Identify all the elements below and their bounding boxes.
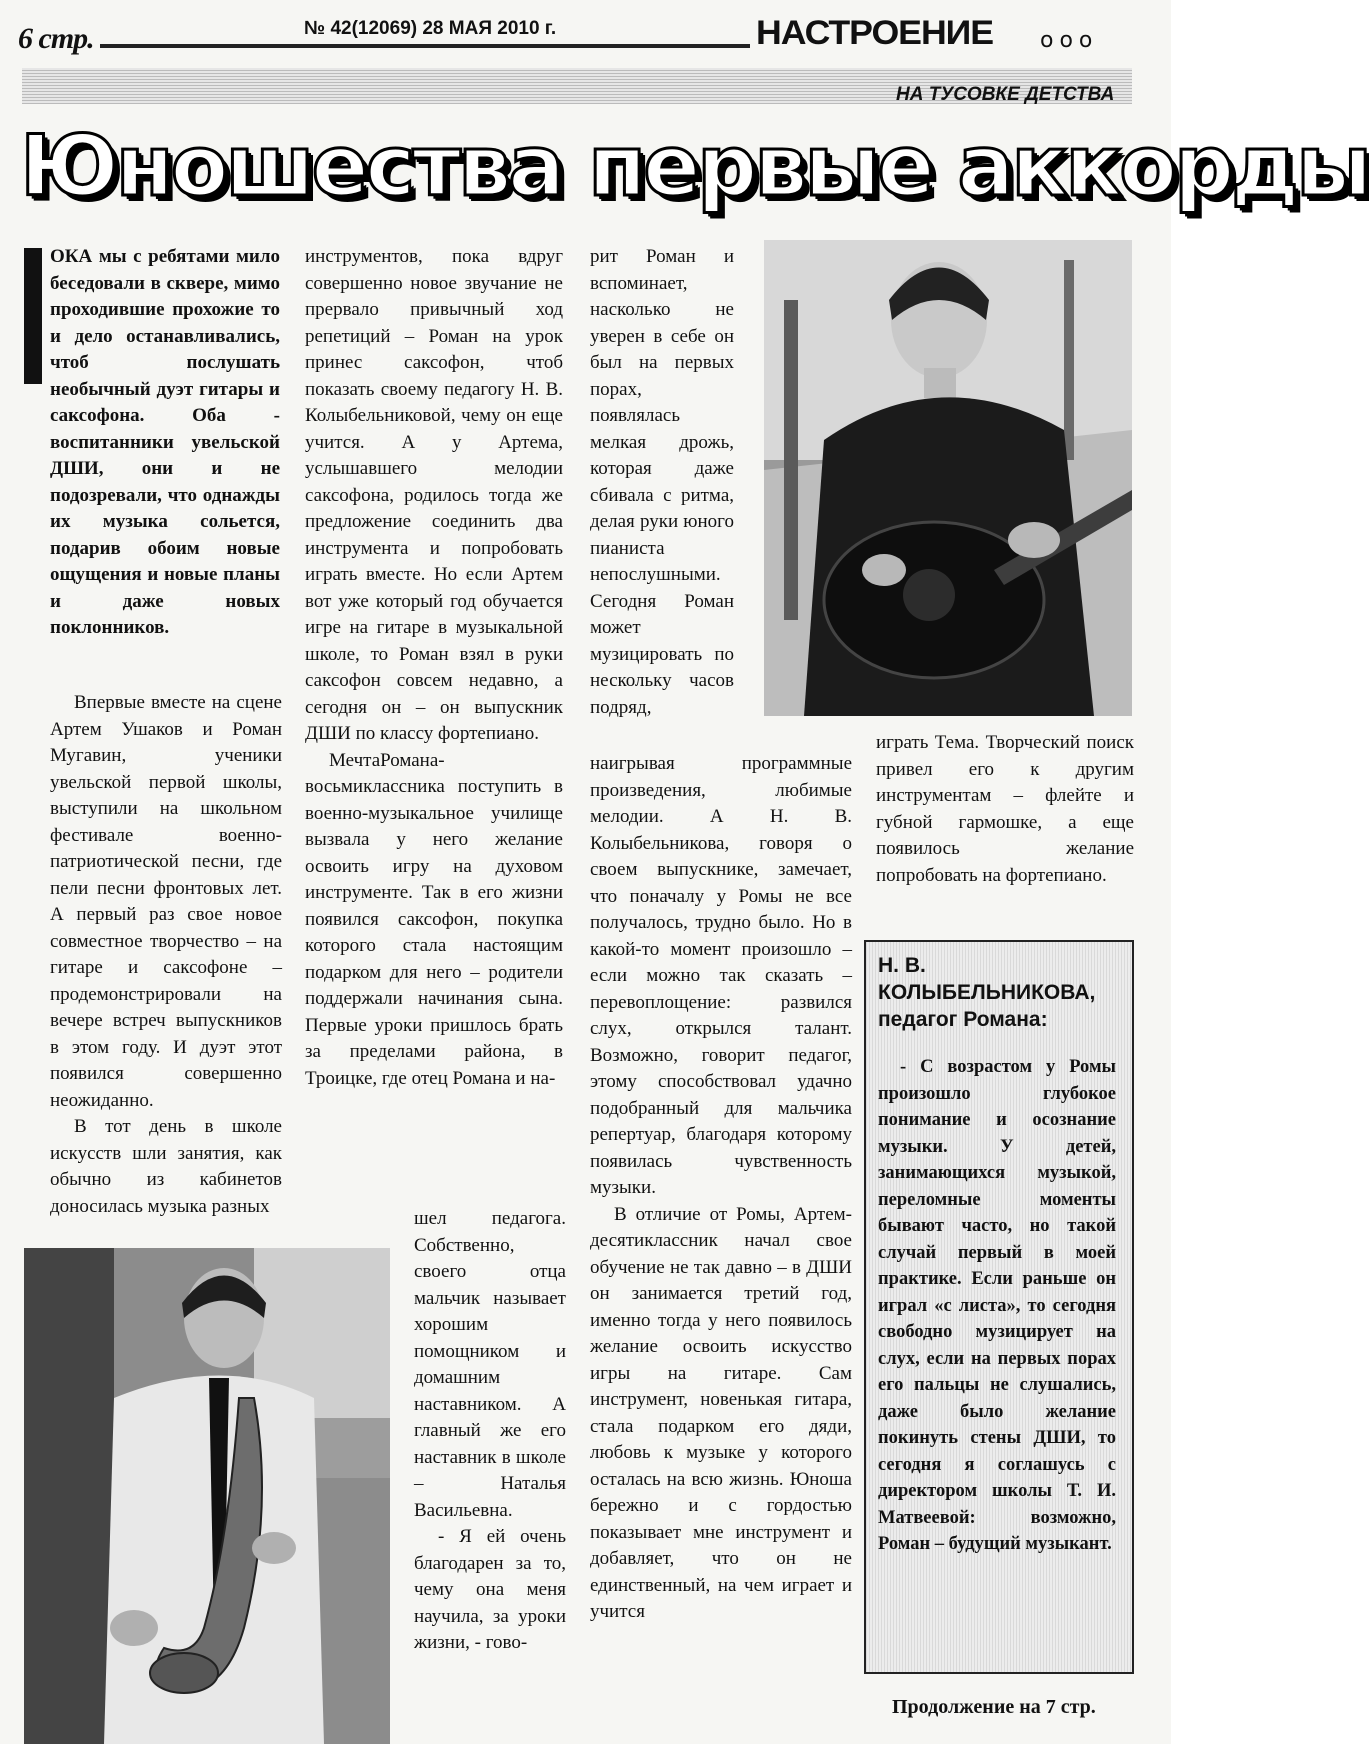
column-2-continued [414,1206,566,1657]
page-number: 6 стр. [18,22,94,55]
paragraph: В тот день в школе искусств шли занятия, как обычно из кабинетов доносилась музыка разных [50,1116,282,1217]
sidebar-text [878,1054,1116,1558]
quote-sidebar [864,940,1134,1674]
column-3-continued [590,751,852,1626]
paragraph: рит Роман и вспоминает, насколько не уверен в себе он был на первых порах, появлялась мелкая дрожь, которая даже сбивала с ритма, делая руки юного пианиста непослушными. Сегодня Роман может музицировать по нескольку часов подряд, [590,246,734,718]
paragraph: Впервые вместе на сцене Артем Ушаков и Роман Мугавин, ученики увельской первой школы, выступили на школьном фестивале военно-патриотической песни, где пели песни фронтовых лет. А первый раз свое новое совместное творчество – на гитаре и саксофоне – продемонстрировали на вечере встреч выпускников в этом году. И дуэт этот появился совершенно неожиданно. [50,692,282,1111]
saxophonist-photo [24,1248,390,1744]
article-headline: Юношества первые аккорды [20,117,1369,215]
paragraph: инструментов, пока вдруг совершенно новое звучание не прервало привычный ход репетиций – Роман на урок принес саксофон, чтоб показать своему педагогу Н. В. Колыбельниковой, чему он еще учится. А у Артема, услышавшего мелодии саксофона, родилось тогда же предложение соединить два инструмента и попробовать играть вместе. Но если Артем вот уже который год обучается игре на гитаре в музыкальной школе, то Роман взял в руки саксофон совсем недавно, а сегодня он – он выпускник ДШИ по классу фортепиано. [305,246,563,744]
sidebar-paragraph: - С возрастом у Ромы произошло глубокое понимание и осознание музыки. У детей, занимающихся музыкой, переломные моменты бывают часто, но такой случай первый в моей практике. Если раньше он играл «с листа», то сегодня свободно музицирует на слух, если на первых порах его пальцы не слушались, даже было желание покинуть стены ДШИ, то сегодня я соглашусь с директором школы Т. И. Матвеевой: возможно, Роман – будущий музыкант. [878,1057,1116,1554]
header-rule [100,44,750,48]
column-3 [590,244,734,721]
section-dots: ооо [1040,28,1099,53]
drop-cap [24,248,42,384]
rubric-label: НА ТУСОВКЕ ДЕТСТВА [896,84,1115,105]
guitarist-illustration [764,240,1132,716]
saxophonist-illustration [24,1248,390,1744]
section-title: НАСТРОЕНИЕ [756,14,994,52]
paragraph: играть Тема. Творческий поиск привел его к другим инструментам – флейте и губной гармошке, а еще появилось желание попробовать на фортепиано. [876,732,1134,886]
issue-date: № 42(12069) 28 МАЯ 2010 г. [298,18,562,40]
continuation-note: Продолжение на 7 стр. [892,1696,1096,1718]
paragraph: наигрывая программные произведения, любимые мелодии. А Н. В. Колыбельникова, говоря о своем выпускнике, замечает, что поначалу у Ромы не все получалось, трудно было. Но в какой-то момент произошло – если можно так сказать – перевоплощение: развился слух, открылся талант. Возможно, говорит педагог, этому способствовал удачно подобранный для мальчика репертуар, благодаря которому появилась чувственность музыки. [590,753,852,1198]
paragraph: шел педагога. Собственно, своего отца мальчик называет хорошим помощником и домашним наставником. А главный же его наставник в школе – Наталья Васильевна. [414,1208,566,1521]
paragraph: МечтаРомана-восьмиклассника поступить в военно-музыкальное училище вызвала у него желание освоить игру на духовом инструменте. Так в его жизни появился саксофон, покупка которого стала настоящим подарком для него – родители поддержали начинания сына. Первые уроки пришлось брать за пределами района, в Троицке, где отец Романа и на- [305,749,563,1089]
paragraph: В отличие от Ромы, Артем-десятиклассник начал свое обучение не так давно – в ДШИ он занимается третий год, именно тогда у него появилось желание освоить искусство игры на гитаре. Сам инструмент, новенькая гитара, стала подарком его дяди, любовь к музыке у которого осталась на всю жизнь. Юноша бережно и с гордостью показывает мне инструмент и добавляет, что он не единственный, на чем играет и учится [590,1203,852,1622]
column-2 [305,244,563,1092]
guitarist-photo [764,240,1132,716]
paragraph: - Я ей очень благодарен за то, чему она меня научила, за уроки жизни, - гово- [414,1526,566,1653]
column-4 [876,730,1134,889]
sidebar-heading: Н. В. КОЛЫБЕЛЬНИКОВА, педагог Романа: [878,954,1096,1031]
column-1 [50,690,282,1220]
article-lead: ОКА мы с ребятами мило беседовали в сквере, мимо проходившие прохожие то и дело останавливались, чтоб послушать необычный дуэт гитары и саксофона. Оба - воспитанники увельской ДШИ, они и не подозревали, что однажды их музыка сольется, подарив обоим новые ощущения и новые планы и даже новых поклонников. [50,246,280,638]
